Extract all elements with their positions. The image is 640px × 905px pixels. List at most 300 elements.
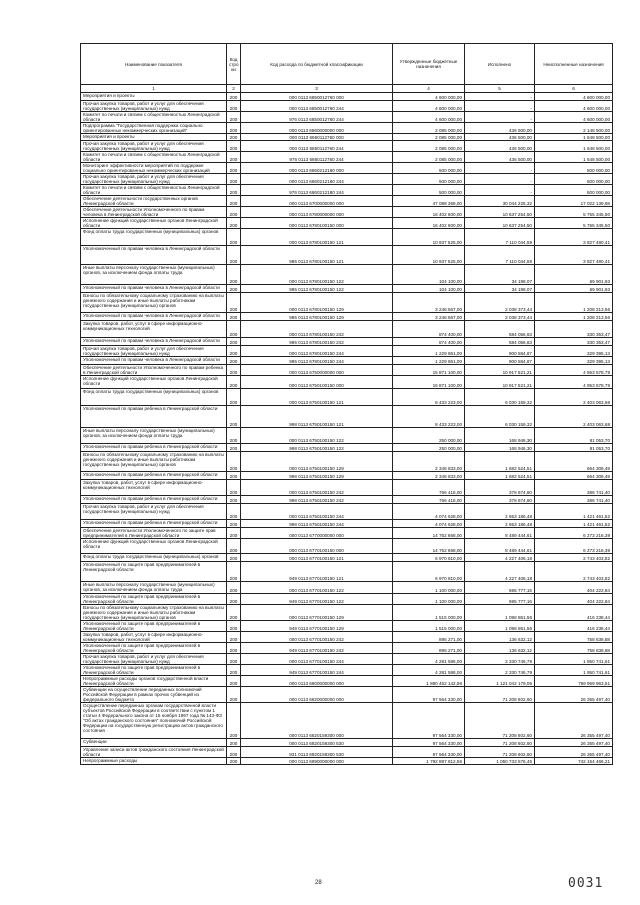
- row-line-code: 200: [227, 539, 241, 554]
- row-executed: 10 917 521,21: [465, 365, 535, 376]
- table-body: [81, 93, 613, 765]
- row-name: Фонд оплаты труда государственных (муниципальных) органов: [81, 389, 227, 406]
- row-line-code: 200: [227, 554, 241, 562]
- row-approved: 895 271,00: [393, 632, 465, 643]
- table-row: [81, 406, 613, 428]
- table-row: [81, 285, 613, 293]
- row-budget-code: 000 0113 6770100150 121: [241, 554, 393, 562]
- row-executed: -: [465, 93, 535, 101]
- row-budget-code: 000 0113 6800000000 000: [241, 676, 393, 687]
- row-budget-code: 000 0113 6780100150 121: [241, 229, 393, 246]
- row-executed: 436 500,00: [465, 141, 535, 152]
- row-name: Уполномоченный по правам человека в Ленинградской области: [81, 285, 227, 293]
- table-row: [81, 643, 613, 654]
- row-budget-code: 976 0113 6850012760 244: [241, 112, 393, 123]
- row-executed: 8 489 444,61: [465, 528, 535, 539]
- row-budget-code: 000 0113 6750100150 129: [241, 452, 393, 472]
- row-approved: 1 792 887 812,56: [393, 758, 465, 765]
- row-unexecuted: 1 421 461,52: [535, 504, 613, 520]
- row-unexecuted: 1 208 213,56: [535, 313, 613, 321]
- row-budget-code: 000 0113 6820159300 530: [241, 739, 393, 747]
- row-approved: 895 271,00: [393, 643, 465, 654]
- row-approved: 2 346 833,00: [393, 472, 465, 480]
- row-line-code: 200: [227, 174, 241, 185]
- row-approved: 500 000,00: [393, 185, 465, 196]
- row-approved: 1 890 452 142,56: [393, 676, 465, 687]
- row-line-code: 200: [227, 207, 241, 218]
- row-unexecuted: 26 355 497,40: [535, 687, 613, 703]
- row-name: Иные выплаты персоналу государственных (муниципальных) органов, за исключением фонда оплаты труда: [81, 428, 227, 444]
- header-executed: Исполнено: [465, 44, 535, 85]
- table-row: [81, 174, 613, 185]
- row-line-code: 200: [227, 605, 241, 621]
- row-line-code: 200: [227, 357, 241, 365]
- row-unexecuted: 664 308,49: [535, 452, 613, 472]
- row-line-code: 200: [227, 313, 241, 321]
- row-unexecuted: 404 222,84: [535, 582, 613, 594]
- row-approved: 97 564 330,00: [393, 739, 465, 747]
- row-approved: 1 100 000,00: [393, 594, 465, 605]
- header-unexecuted: Неисполненные назначения: [535, 44, 613, 85]
- row-budget-code: 000 0113 6780100150 244: [241, 346, 393, 357]
- row-executed: 34 198,07: [465, 285, 535, 293]
- row-executed: 436 500,00: [465, 134, 535, 141]
- row-approved: 1 515 000,00: [393, 621, 465, 632]
- row-budget-code: 998 0113 6750100150 121: [241, 406, 393, 428]
- row-unexecuted: 386 741,40: [535, 496, 613, 504]
- table-row: [81, 346, 613, 357]
- row-approved: 97 564 330,00: [393, 747, 465, 758]
- row-unexecuted: 69 901,93: [535, 265, 613, 285]
- row-approved: 1 229 861,00: [393, 346, 465, 357]
- row-approved: 500 000,00: [393, 174, 465, 185]
- row-line-code: 200: [227, 389, 241, 406]
- row-name: Взносы по обязательному социальному страхованию на выплаты денежного содержания и иные выплаты работникам государственных (муниципальных) органов: [81, 293, 227, 313]
- row-executed: 1 682 524,51: [465, 452, 535, 472]
- row-name: Уполномоченный по правам ребенка в Ленинградской области: [81, 406, 227, 428]
- row-unexecuted: 500 000,00: [535, 163, 613, 174]
- row-name: Исполнение функций государственных органов Ленинградской области: [81, 218, 227, 229]
- table-row: [81, 265, 613, 285]
- row-unexecuted: 1 648 500,00: [535, 134, 613, 141]
- row-name: Мероприятия и проекты: [81, 93, 227, 101]
- row-line-code: 200: [227, 654, 241, 665]
- row-approved: 6 970 810,00: [393, 554, 465, 562]
- row-executed: 10 917 521,21: [465, 376, 535, 389]
- row-name: Осуществление переданных органам государственной власти субъектов Российской Федерации в соответствии с пунктом 1 статьи 4 Федерального закона от 15 ноября 1997 года № 143-ФЗ "Об актах гражданского состояния" полномочий Российской Федерации на государственную регистрацию актов гражданского состояния: [81, 703, 227, 739]
- table-row: [81, 229, 613, 246]
- row-budget-code: 995 0113 6780100150 129: [241, 313, 393, 321]
- row-budget-code: 998 0113 6750100150 122: [241, 444, 393, 452]
- table-row: [81, 321, 613, 338]
- column-number: 5: [465, 85, 535, 93]
- row-approved: 97 564 330,00: [393, 687, 465, 703]
- row-executed: 136 632,12: [465, 632, 535, 643]
- row-unexecuted: 1 421 461,52: [535, 520, 613, 528]
- row-budget-code: 000 0113 6860212180 244: [241, 174, 393, 185]
- row-budget-code: 949 0113 6770100150 244: [241, 665, 393, 676]
- row-line-code: 200: [227, 376, 241, 389]
- row-budget-code: 998 0113 6750100150 244: [241, 520, 393, 528]
- row-name: Исполнение функций государственных органов Ленинградской области: [81, 376, 227, 389]
- row-executed: 10 637 254,50: [465, 207, 535, 218]
- table-row: [81, 444, 613, 452]
- budget-execution-sheet: [80, 43, 612, 765]
- row-executed: 168 946,30: [465, 444, 535, 452]
- page-number: 28: [315, 880, 322, 886]
- row-approved: 1 100 000,00: [393, 582, 465, 594]
- table-row: [81, 621, 613, 632]
- column-number: 6: [535, 85, 613, 93]
- row-approved: 47 088 368,00: [393, 196, 465, 207]
- row-line-code: 200: [227, 594, 241, 605]
- row-approved: 16 402 600,00: [393, 218, 465, 229]
- row-name: Комитет по печати и связям с общественностью Ленинградской области: [81, 112, 227, 123]
- row-line-code: 200: [227, 621, 241, 632]
- row-approved: 250 000,00: [393, 444, 465, 452]
- table-row: [81, 654, 613, 665]
- row-line-code: 200: [227, 346, 241, 357]
- row-approved: 97 564 330,00: [393, 703, 465, 739]
- row-name: Прочая закупка товаров, работ и услуг для обеспечения государственных (муниципальных) нужд: [81, 101, 227, 112]
- row-executed: 584 056,63: [465, 338, 535, 346]
- row-line-code: 200: [227, 163, 241, 174]
- row-name: Прочая закупка товаров, работ и услуг для обеспечения государственных (муниципальных) нужд: [81, 346, 227, 357]
- row-name: Фонд оплаты труда государственных (муниципальных) органов: [81, 554, 227, 562]
- row-budget-code: 000 0113 6860112760 244: [241, 141, 393, 152]
- row-name: Прочая закупка товаров, работ и услуг для обеспечения государственных (муниципальных) нужд: [81, 504, 227, 520]
- row-unexecuted: 330 353,47: [535, 321, 613, 338]
- row-budget-code: 995 0113 6780100150 242: [241, 338, 393, 346]
- row-unexecuted: 4 953 578,79: [535, 365, 613, 376]
- row-unexecuted: 664 308,49: [535, 472, 613, 480]
- row-budget-code: 949 0113 6770100150 122: [241, 594, 393, 605]
- row-executed: 2 038 373,44: [465, 293, 535, 313]
- row-executed: 6 030 159,32: [465, 406, 535, 428]
- row-budget-code: 976 0113 6860112760 244: [241, 152, 393, 163]
- column-number: 3: [241, 85, 393, 93]
- table-row: [81, 739, 613, 747]
- row-executed: 695 777,16: [465, 582, 535, 594]
- row-name: Уполномоченный по правам человека в Ленинградской области: [81, 357, 227, 365]
- row-name: Иные выплаты персоналу государственных (муниципальных) органов, за исключением фонда оплаты труда: [81, 265, 227, 285]
- row-approved: 4 074 628,00: [393, 520, 465, 528]
- table-row: [81, 196, 613, 207]
- row-executed: 168 946,30: [465, 428, 535, 444]
- row-executed: 34 198,07: [465, 265, 535, 285]
- budget-table: [80, 43, 613, 765]
- row-budget-code: 000 0113 6780100150 129: [241, 293, 393, 313]
- row-line-code: 200: [227, 676, 241, 687]
- row-executed: -: [465, 101, 535, 112]
- row-name: Прочая закупка товаров, работ и услуг для обеспечения государственных (муниципальных) нужд: [81, 174, 227, 185]
- row-approved: 3 246 567,00: [393, 293, 465, 313]
- row-executed: 2 330 746,79: [465, 665, 535, 676]
- row-budget-code: 949 0113 6770100150 242: [241, 643, 393, 654]
- row-name: Уполномоченный по правам человека в Ленинградской области: [81, 313, 227, 321]
- row-unexecuted: 3 827 480,41: [535, 229, 613, 246]
- row-name: Взносы по обязательному социальному страхованию на выплаты денежного содержания и иные выплаты работникам государственных (муниципальных) органов: [81, 452, 227, 472]
- header-name: Наименование показателя: [81, 44, 227, 85]
- row-unexecuted: 769 959 963,51: [535, 676, 613, 687]
- row-unexecuted: 386 741,40: [535, 480, 613, 496]
- table-row: [81, 218, 613, 229]
- table-row: [81, 313, 613, 321]
- row-line-code: 200: [227, 428, 241, 444]
- row-budget-code: 000 0113 6770100150 242: [241, 632, 393, 643]
- row-name: Исполнение функций государственных органов Ленинградской области: [81, 539, 227, 554]
- row-name: Обеспечение деятельности государственных органов Ленинградской области: [81, 196, 227, 207]
- row-line-code: 200: [227, 134, 241, 141]
- row-name: Уполномоченный по защите прав предпринимателей в Ленинградской области: [81, 665, 227, 676]
- row-approved: 874 400,00: [393, 338, 465, 346]
- row-executed: 2 038 373,44: [465, 313, 535, 321]
- row-line-code: 200: [227, 758, 241, 765]
- row-unexecuted: 4 600 000,00: [535, 101, 613, 112]
- row-budget-code: 949 0113 6770100150 129: [241, 621, 393, 632]
- row-unexecuted: 500 000,00: [535, 185, 613, 196]
- row-name: Закупка товаров, работ, услуг в сфере информационно-коммуникационных технологий: [81, 321, 227, 338]
- row-budget-code: 000 0113 6850012760 000: [241, 93, 393, 101]
- row-approved: 4 074 628,00: [393, 504, 465, 520]
- row-unexecuted: 4 600 000,00: [535, 112, 613, 123]
- table-row: [81, 504, 613, 520]
- row-line-code: 200: [227, 406, 241, 428]
- row-line-code: 200: [227, 321, 241, 338]
- row-unexecuted: 2 148 500,00: [535, 123, 613, 134]
- row-line-code: 200: [227, 444, 241, 452]
- row-executed: 378 674,60: [465, 496, 535, 504]
- table-row: [81, 389, 613, 406]
- row-executed: 1 682 524,51: [465, 472, 535, 480]
- row-unexecuted: 500 000,00: [535, 174, 613, 185]
- row-approved: 4 600 000,00: [393, 101, 465, 112]
- row-line-code: 200: [227, 643, 241, 654]
- row-line-code: 200: [227, 582, 241, 594]
- row-line-code: 200: [227, 496, 241, 504]
- row-unexecuted: 1 950 741,61: [535, 665, 613, 676]
- row-budget-code: 000 0113 6860112760 000: [241, 134, 393, 141]
- row-line-code: 200: [227, 739, 241, 747]
- row-approved: 4 281 586,00: [393, 665, 465, 676]
- row-budget-code: 995 0113 6780100150 122: [241, 285, 393, 293]
- row-approved: 14 762 668,00: [393, 528, 465, 539]
- row-name: Комитет по печати и связям с общественностью Ленинградской области: [81, 152, 227, 163]
- table-row: [81, 152, 613, 163]
- table-row: [81, 758, 613, 765]
- row-unexecuted: 1 648 500,00: [535, 152, 613, 163]
- table-row: [81, 134, 613, 141]
- row-line-code: 200: [227, 141, 241, 152]
- row-line-code: 200: [227, 632, 241, 643]
- table-row: [81, 365, 613, 376]
- row-executed: 900 584,87: [465, 357, 535, 365]
- row-budget-code: 000 0113 6770100150 244: [241, 654, 393, 665]
- row-budget-code: 000 0113 6820159300 000: [241, 703, 393, 739]
- row-unexecuted: 69 901,93: [535, 285, 613, 293]
- row-unexecuted: 4 953 578,79: [535, 376, 613, 389]
- header-approved: Утвержденные бюджетные назначения: [393, 44, 465, 85]
- row-unexecuted: 3 827 480,41: [535, 246, 613, 265]
- row-name: Непрограммные расходы: [81, 758, 227, 765]
- row-line-code: 200: [227, 246, 241, 265]
- row-budget-code: 000 0113 6820000000 000: [241, 687, 393, 703]
- row-name: Закупка товаров, работ, услуг в сфере информационно-коммуникационных технологий: [81, 632, 227, 643]
- table-row: [81, 632, 613, 643]
- row-line-code: 200: [227, 472, 241, 480]
- table-row: [81, 112, 613, 123]
- row-line-code: 200: [227, 504, 241, 520]
- row-budget-code: 000 0113 6750100150 122: [241, 428, 393, 444]
- table-row: [81, 472, 613, 480]
- row-name: Подпрограмма "Государственная поддержка социально ориентированных некоммерческих организаций": [81, 123, 227, 134]
- row-name: Непрограммные расходы органов государственной власти Ленинградской области: [81, 676, 227, 687]
- row-line-code: 200: [227, 520, 241, 528]
- row-name: Субвенции: [81, 739, 227, 747]
- row-name: Уполномоченный по правам ребенка в Ленинградской области: [81, 472, 227, 480]
- row-unexecuted: 1 950 741,61: [535, 654, 613, 665]
- row-budget-code: 000 0113 6780100150 242: [241, 321, 393, 338]
- row-unexecuted: 758 638,88: [535, 643, 613, 654]
- row-executed: 436 500,00: [465, 123, 535, 134]
- row-unexecuted: 81 053,70: [535, 444, 613, 452]
- row-budget-code: 998 0113 6750100150 242: [241, 496, 393, 504]
- table-row: [81, 676, 613, 687]
- table-row: [81, 376, 613, 389]
- table-row: [81, 539, 613, 554]
- row-name: Прочая закупка товаров, работ и услуг для обеспечения государственных (муниципальных) нужд: [81, 141, 227, 152]
- row-unexecuted: 404 222,84: [535, 594, 613, 605]
- row-unexecuted: 81 053,70: [535, 428, 613, 444]
- row-approved: 104 100,00: [393, 265, 465, 285]
- archive-stamp: 0031: [568, 876, 604, 891]
- table-row: [81, 496, 613, 504]
- table-row: [81, 480, 613, 496]
- row-budget-code: 000 0113 6700000000 000: [241, 196, 393, 207]
- row-name: Обеспечение деятельности Уполномоченного по правам человека в Ленинградской области: [81, 207, 227, 218]
- row-budget-code: 931 0113 6820159300 530: [241, 747, 393, 758]
- row-executed: -: [465, 163, 535, 174]
- table-row: [81, 665, 613, 676]
- row-line-code: 200: [227, 185, 241, 196]
- table-row: [81, 562, 613, 582]
- row-executed: 4 227 406,18: [465, 554, 535, 562]
- row-line-code: 200: [227, 285, 241, 293]
- row-approved: 500 000,00: [393, 163, 465, 174]
- table-row: [81, 163, 613, 174]
- row-unexecuted: 416 238,44: [535, 605, 613, 621]
- row-unexecuted: 26 355 497,40: [535, 703, 613, 739]
- row-line-code: 200: [227, 452, 241, 472]
- row-budget-code: 976 0113 6860212180 244: [241, 185, 393, 196]
- row-unexecuted: 742 154 466,21: [535, 758, 613, 765]
- row-name: Иные выплаты персоналу государственных (муниципальных) органов, за исключением фонда оплаты труда: [81, 582, 227, 594]
- row-approved: 16 402 600,00: [393, 207, 465, 218]
- row-executed: 900 584,87: [465, 346, 535, 357]
- row-budget-code: 000 0113 6770100150 129: [241, 605, 393, 621]
- row-budget-code: 000 0113 6770000000 000: [241, 528, 393, 539]
- row-approved: 8 433 223,00: [393, 389, 465, 406]
- table-row: [81, 123, 613, 134]
- row-line-code: 200: [227, 562, 241, 582]
- row-approved: 2 085 000,00: [393, 141, 465, 152]
- column-number: 4: [393, 85, 465, 93]
- row-name: Взносы по обязательному социальному страхованию на выплаты денежного содержания и иные выплаты работникам государственных (муниципальных) органов: [81, 605, 227, 621]
- row-name: Обеспечение деятельности Уполномоченного по правам ребенка в Ленинградской области: [81, 365, 227, 376]
- row-unexecuted: 17 022 139,68: [535, 196, 613, 207]
- row-line-code: 200: [227, 101, 241, 112]
- row-approved: 3 246 567,00: [393, 313, 465, 321]
- row-unexecuted: 2 403 063,68: [535, 406, 613, 428]
- row-executed: 71 208 602,60: [465, 703, 535, 739]
- row-executed: 71 208 602,60: [465, 739, 535, 747]
- table-row: [81, 554, 613, 562]
- table-row: [81, 185, 613, 196]
- row-executed: -: [465, 112, 535, 123]
- table-row: [81, 703, 613, 739]
- row-approved: 104 100,00: [393, 285, 465, 293]
- row-executed: 1 098 861,56: [465, 605, 535, 621]
- row-executed: 1 098 861,56: [465, 621, 535, 632]
- row-approved: 8 433 223,00: [393, 406, 465, 428]
- row-name: Комитет по печати и связям с общественностью Ленинградской области: [81, 185, 227, 196]
- row-line-code: 200: [227, 365, 241, 376]
- row-unexecuted: 329 395,13: [535, 357, 613, 365]
- row-name: Обеспечение деятельности Уполномоченного по защите прав предпринимателей в Ленинградской области: [81, 528, 227, 539]
- row-name: Мониторинг эффективности мероприятий по поддержке социально ориентированных некоммерческих организаций: [81, 163, 227, 174]
- row-budget-code: 000 0113 6750100150 121: [241, 389, 393, 406]
- row-unexecuted: 2 743 403,82: [535, 554, 613, 562]
- row-executed: 2 330 746,79: [465, 654, 535, 665]
- header-line-code: Код стро ки: [227, 44, 241, 85]
- row-budget-code: 000 0113 6850012760 244: [241, 101, 393, 112]
- row-executed: 10 637 254,50: [465, 218, 535, 229]
- row-approved: 2 346 833,00: [393, 452, 465, 472]
- row-budget-code: 000 0113 6860000000 000: [241, 123, 393, 134]
- row-budget-code: 000 0113 6750100150 242: [241, 480, 393, 496]
- row-name: Уполномоченный по правам ребенка в Ленинградской области: [81, 496, 227, 504]
- row-line-code: 200: [227, 93, 241, 101]
- row-line-code: 200: [227, 480, 241, 496]
- table-header: [81, 44, 613, 93]
- row-line-code: 200: [227, 229, 241, 246]
- table-row: [81, 338, 613, 346]
- table-row: [81, 357, 613, 365]
- column-number: 1: [81, 85, 227, 93]
- row-budget-code: 000 0113 6770100150 000: [241, 539, 393, 554]
- row-executed: 71 208 602,60: [465, 687, 535, 703]
- table-row: [81, 246, 613, 265]
- row-unexecuted: 329 395,13: [535, 346, 613, 357]
- row-line-code: 200: [227, 687, 241, 703]
- row-approved: 4 281 586,00: [393, 654, 465, 665]
- row-name: Уполномоченный по защите прав предпринимателей в Ленинградской области: [81, 562, 227, 582]
- row-unexecuted: 26 355 497,40: [535, 739, 613, 747]
- row-unexecuted: 758 638,88: [535, 632, 613, 643]
- row-name: Прочая закупка товаров, работ и услуг для обеспечения государственных (муниципальных) нужд: [81, 654, 227, 665]
- column-number: 2: [227, 85, 241, 93]
- table-row: [81, 582, 613, 594]
- row-executed: 136 632,12: [465, 643, 535, 654]
- row-unexecuted: 5 765 345,50: [535, 207, 613, 218]
- row-executed: 584 056,63: [465, 321, 535, 338]
- row-line-code: 200: [227, 152, 241, 163]
- row-unexecuted: 6 273 216,39: [535, 528, 613, 539]
- row-approved: 874 400,00: [393, 321, 465, 338]
- row-approved: 2 085 000,00: [393, 134, 465, 141]
- row-budget-code: 998 0113 6750100150 129: [241, 472, 393, 480]
- row-name: Субвенции на осуществление переданных полномочий Российской Федерации в рамках прочих субвенций из федерального бюджета: [81, 687, 227, 703]
